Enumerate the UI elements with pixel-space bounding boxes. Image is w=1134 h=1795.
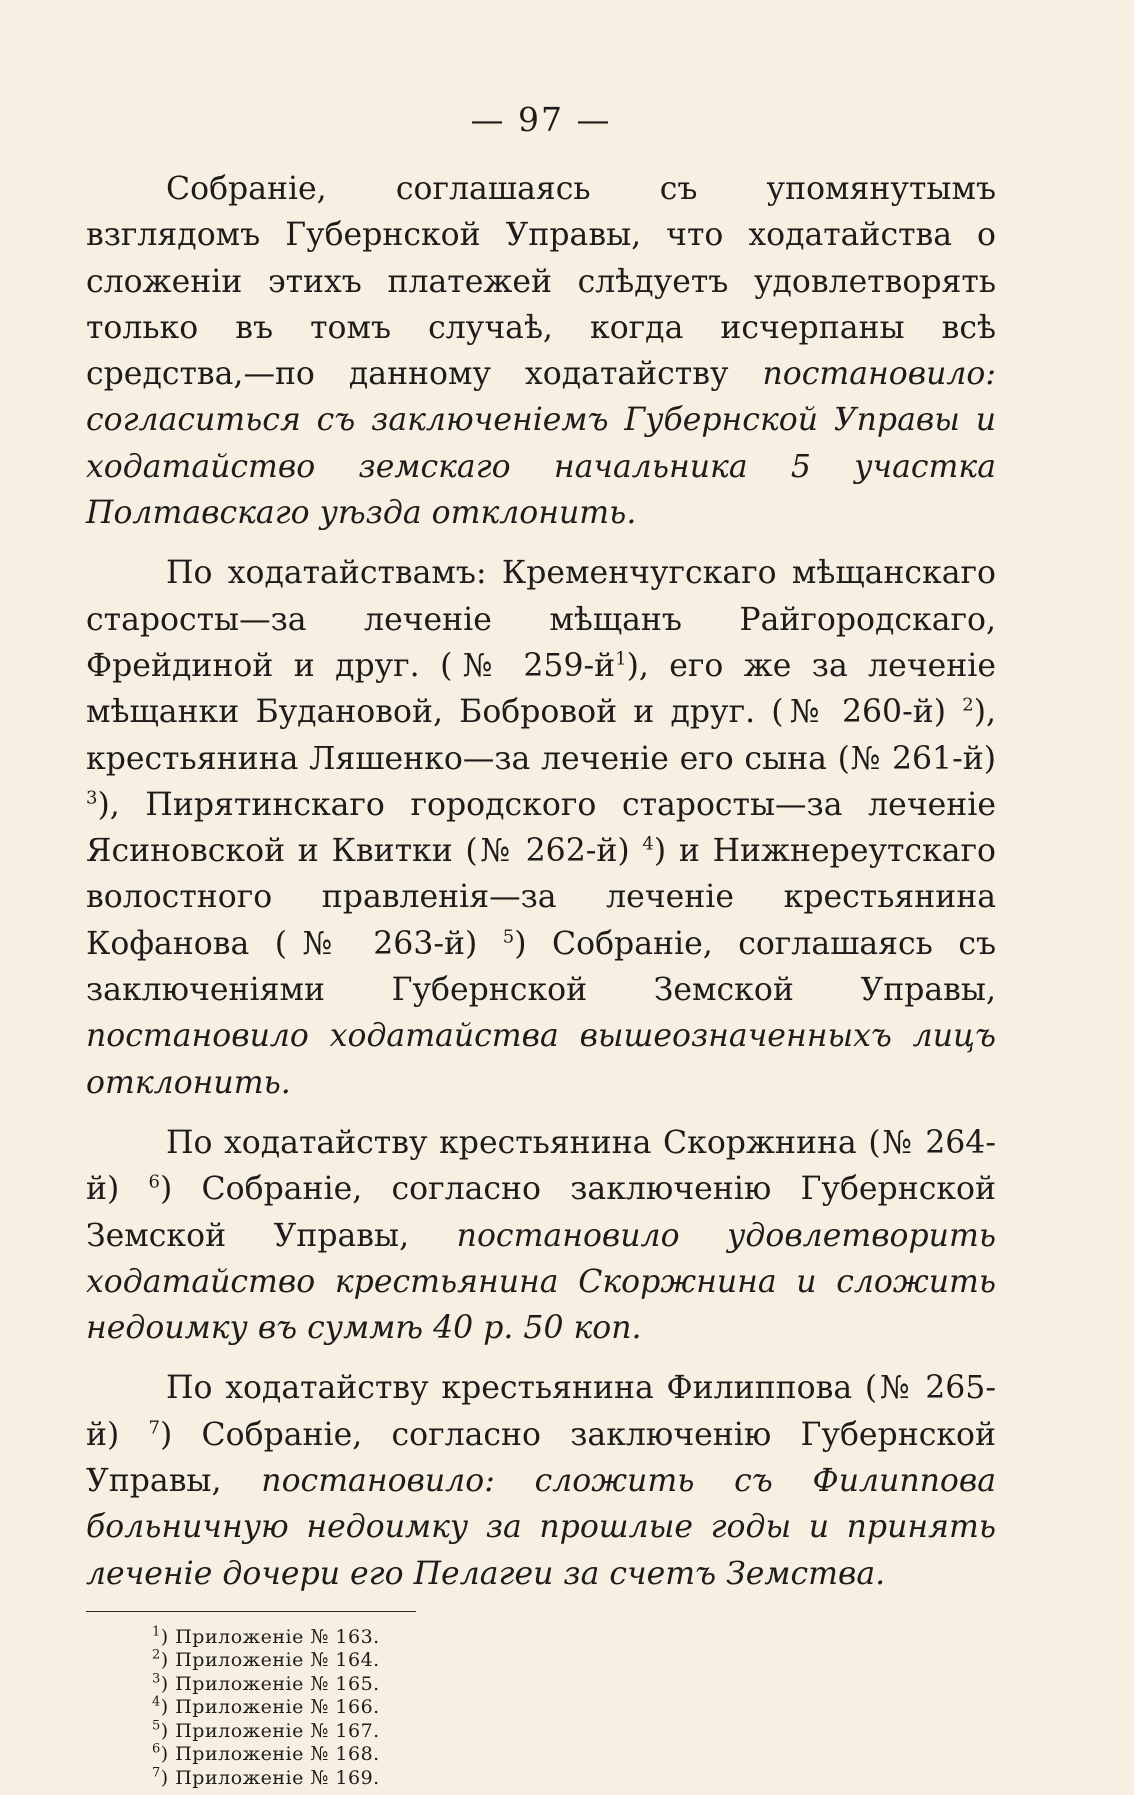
- footnote-rule: [86, 1611, 416, 1612]
- footnote-number: 6: [152, 1742, 161, 1758]
- footnote-ref: 7: [148, 1417, 160, 1439]
- footnote-ref: 1: [615, 648, 627, 670]
- paragraph-text: ) Собраніе, соглашаясь съ заключеніями Губернской Земской Управы,: [86, 925, 996, 1009]
- paragraph-text: Собраніе, соглашаясь съ упомянутымъ взглядомъ Губернской Управы, что ходатайства о сложеніи этихъ платежей слѣдуетъ удовлетворять только въ томъ случаѣ, когда исчерпаны всѣ средства,—по данному ходатайству: [86, 171, 996, 393]
- paragraph: [86, 1365, 996, 1596]
- resolution-text: постановило: согласиться съ заключеніемъ Губернской Управы и ходатайство земскаго начальника 5 участка Полтавскаго уѣзда отклонить.: [86, 356, 996, 532]
- footnote-text: ) Приложеніе № 169.: [160, 1766, 380, 1789]
- footnote-ref: 4: [642, 833, 654, 855]
- footnotes: [86, 1626, 996, 1791]
- paragraph-text: ) Собраніе, согласно заключенію Губернской Управы,: [86, 1416, 996, 1500]
- paragraph-text: По ходатайству крестьянина Филиппова (№ 265-й): [86, 1370, 996, 1453]
- footnote-text: ) Приложеніе № 163.: [160, 1625, 380, 1648]
- footnote-text: ) Приложеніе № 166.: [160, 1696, 380, 1719]
- footnote-text: ) Приложеніе № 164.: [160, 1649, 380, 1672]
- footnote: [152, 1649, 996, 1673]
- footnote: [152, 1743, 996, 1767]
- paragraph: [86, 1120, 996, 1351]
- footnote-ref: 2: [962, 694, 974, 716]
- paragraph: [86, 550, 996, 1106]
- footnote-ref: 6: [148, 1171, 160, 1193]
- footnote-text: ) Приложеніе № 165.: [160, 1672, 380, 1695]
- page-content: [86, 98, 996, 1790]
- footnote: [152, 1696, 996, 1720]
- paragraph-text: ), его же за леченіе мѣщанки Будановой, Бобровой и друг. (№ 260-й): [86, 647, 996, 731]
- body-text: [86, 166, 996, 1597]
- resolution-text: постановило: сложить съ Филиппова больничную недоимку за прошлые годы и принять леченіе дочери его Пелагеи за счетъ Земства.: [86, 1463, 996, 1592]
- footnote: [152, 1767, 996, 1791]
- paragraph-text: ) и Нижнереутскаго волостного правленія—за леченіе крестьянина Кофанова (№ 263-й): [86, 833, 996, 962]
- resolution-text: постановило ходатайства вышеозначенныхъ лицъ отклонить.: [86, 1018, 996, 1101]
- footnote-text: ) Приложеніе № 168.: [160, 1743, 380, 1766]
- footnote-number: 5: [152, 1718, 161, 1734]
- paragraph-text: По ходатайству крестьянина Скоржнина (№ 264-й): [86, 1124, 996, 1208]
- paragraph-text: ), Пирятинскаго городского старосты—за леченіе Ясиновской и Квитки (№ 262-й): [86, 786, 996, 870]
- footnote-ref: 5: [502, 926, 515, 948]
- footnote-number: 1: [152, 1624, 161, 1640]
- paragraph-text: По ходатайствамъ: Кременчугскаго мѣщанскаго старосты—за леченіе мѣщанъ Райгородскаго, Фрейдиной и друг. (№ 259-й: [86, 555, 996, 684]
- footnote-text: ) Приложеніе № 167.: [160, 1719, 380, 1742]
- footnote: [152, 1673, 996, 1697]
- paragraph-text: ), крестьянина Ляшенко—за леченіе его сына (№ 261-й): [86, 694, 996, 777]
- footnote: [152, 1626, 996, 1650]
- page-number: — 97 —: [470, 100, 612, 139]
- footnote-number: 3: [152, 1671, 161, 1687]
- footnote-number: 7: [152, 1765, 161, 1781]
- resolution-text: постановило удовлетворить ходатайство крестьянина Скоржнина и сложить недоимку въ суммѣ 40 р. 50 коп.: [86, 1217, 996, 1347]
- footnote-number: 2: [152, 1648, 161, 1664]
- paragraph: [86, 166, 996, 536]
- paragraph-text: ) Собраніе, согласно заключенію Губернской Земской Управы,: [86, 1171, 996, 1254]
- footnote-number: 4: [152, 1695, 161, 1711]
- footnote: [152, 1720, 996, 1744]
- footnote-ref: 3: [86, 787, 98, 809]
